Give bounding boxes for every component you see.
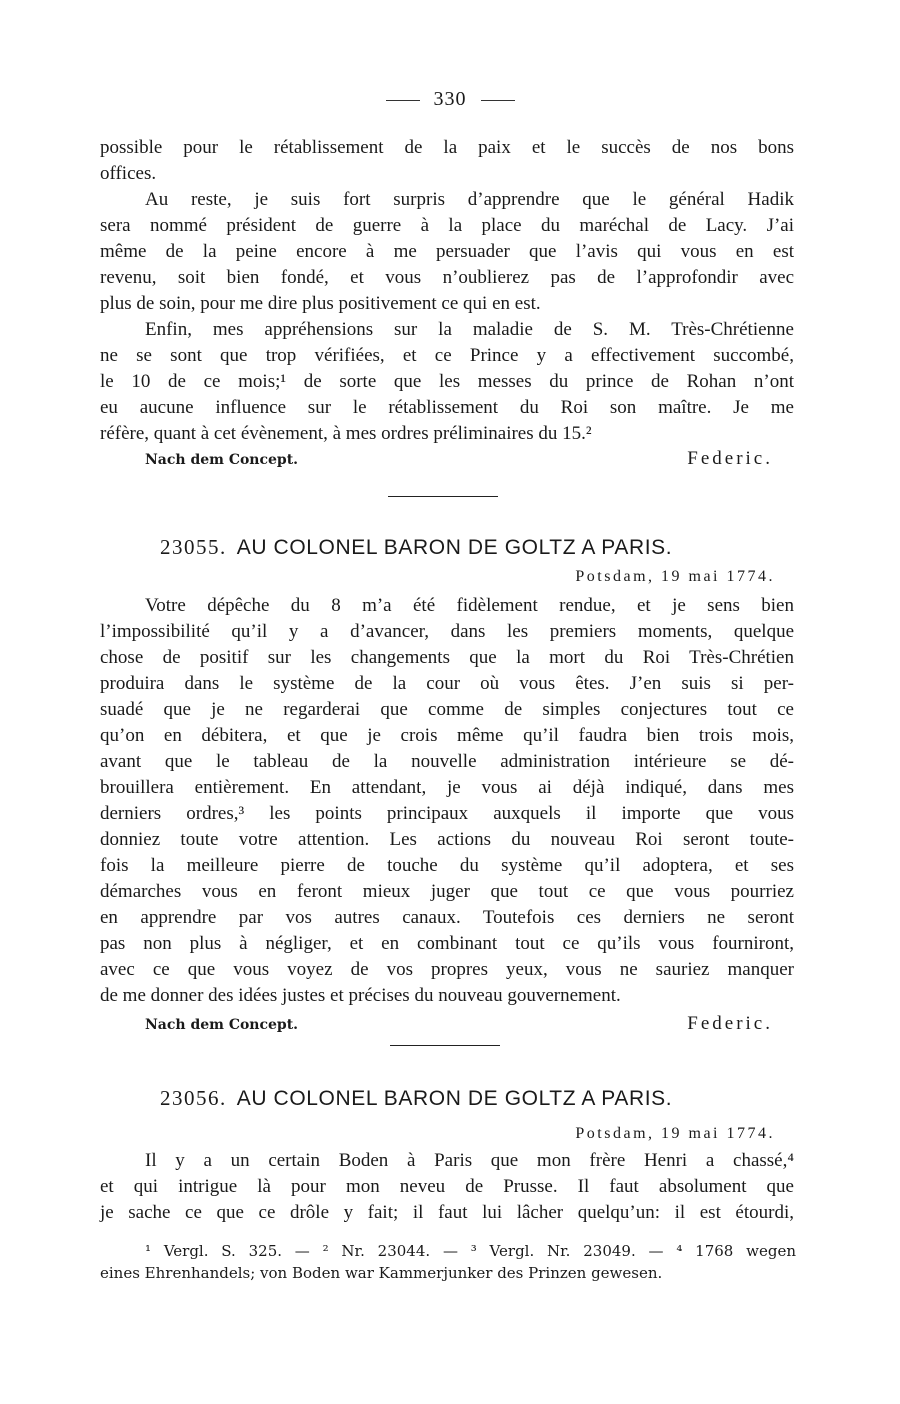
text-line: pas non plus à négliger, et en combinant tout ce qu’ils vous fourniront,	[100, 933, 794, 954]
signature-row	[145, 1013, 773, 1037]
page-header	[0, 88, 900, 111]
text-line: sera nommé président de guerre à la place du maréchal de Lacy. J’ai	[100, 215, 794, 236]
letter-dateline: Potsdam, 19 mai 1774.	[575, 568, 775, 585]
text-line: suadé que je ne regarderai que comme de simples conjectures tout ce	[100, 699, 794, 720]
text-line: eu aucune influence sur le rétablissement du Roi son maître. Je me	[100, 397, 794, 418]
text-line: produira dans le système de la cour où vous êtes. J’en suis si per-	[100, 673, 794, 694]
letter-heading	[160, 535, 800, 560]
text-line: chose de positif sur les changements que la mort du Roi Très-Chrétien	[100, 647, 794, 668]
letter-body	[100, 593, 794, 1009]
letter-title: AU COLONEL BARON DE GOLTZ A PARIS.	[236, 1087, 673, 1110]
text-line: revenu, soit bien fondé, et vous n’oublierez pas de l’approfondir avec	[100, 267, 794, 288]
text-line: brouillera entièrement. En attendant, je vous ai déjà indiqué, dans mes	[100, 777, 794, 798]
section-divider	[388, 496, 498, 497]
footnote-line: ¹ Vergl. S. 325. — ² Nr. 23044. — ³ Vergl. Nr. 23049. — ⁴ 1768 wegen	[145, 1242, 796, 1260]
text-line: réfère, quant à cet évènement, à mes ordres préliminaires du 15.²	[100, 423, 592, 444]
text-line: même de la peine encore à me persuader que l’avis qui vous en est	[100, 241, 794, 262]
text-line: fois la meilleure pierre de touche du système qu’il adoptera, et ses	[100, 855, 794, 876]
signature: Federic.	[687, 448, 773, 469]
text-line: plus de soin, pour me dire plus positivement ce qui en est.	[100, 293, 541, 314]
letter-number: 23055.	[160, 535, 227, 559]
footnote-line: eines Ehrenhandels; von Boden war Kammerjunker des Prinzen gewesen.	[100, 1264, 663, 1282]
signature-row	[145, 448, 773, 472]
text-line: possible pour le rétablissement de la paix et le succès de nos bons	[100, 137, 794, 158]
text-line: offices.	[100, 163, 157, 184]
text-line: Votre dépêche du 8 m’a été fidèlement rendue, et je sens bien	[145, 595, 794, 616]
letter-dateline: Potsdam, 19 mai 1774.	[575, 1125, 775, 1142]
text-line: en apprendre par vos autres canaux. Toutefois ces derniers ne seront	[100, 907, 794, 928]
text-line: qu’on en débitera, et que je crois même qu’il faudra bien trois mois,	[100, 725, 794, 746]
text-line: démarches vous en feront mieux juger que tout ce que vous pourriez	[100, 881, 794, 902]
text-line: le 10 de ce mois;¹ de sorte que les messes du prince de Rohan n’ont	[100, 371, 794, 392]
header-dash-left	[386, 100, 420, 101]
source-note: Nach dem Concept.	[145, 452, 299, 468]
page-number: 330	[433, 88, 467, 110]
text-line: Au reste, je suis fort surpris d’apprendre que le général Hadik	[145, 189, 794, 210]
text-line: ne se sont que trop vérifiées, et ce Prince y a effectivement succombé,	[100, 345, 794, 366]
text-line: Enfin, mes appréhensions sur la maladie de S. M. Très-Chrétienne	[145, 319, 794, 340]
signature: Federic.	[687, 1013, 773, 1034]
section-divider	[390, 1045, 500, 1046]
text-line: avec ce que vous voyez de vos propres yeux, vous ne sauriez manquer	[100, 959, 794, 980]
letter-body	[100, 1148, 794, 1226]
source-note: Nach dem Concept.	[145, 1017, 299, 1033]
text-line: l’impossibilité qu’il y a d’avancer, dans les premiers moments, quelque	[100, 621, 794, 642]
text-line: et qui intrigue là pour mon neveu de Prusse. Il faut absolument que	[100, 1176, 794, 1197]
letter-heading	[160, 1086, 800, 1111]
text-line: avant que le tableau de la nouvelle administration intérieure se dé-	[100, 751, 794, 772]
text-line: derniers ordres,³ les points principaux auxquels il importe que vous	[100, 803, 794, 824]
footnotes	[100, 1240, 796, 1284]
text-line: Il y a un certain Boden à Paris que mon frère Henri a chassé,⁴	[145, 1150, 794, 1171]
header-dash-right	[481, 100, 515, 101]
letter-continuation-body	[100, 135, 794, 447]
letter-number: 23056.	[160, 1086, 227, 1110]
text-line: je sache ce que ce drôle y fait; il faut lui lâcher quelqu’un: il est étourdi,	[100, 1202, 794, 1223]
text-line: donniez toute votre attention. Les actions du nouveau Roi seront toute-	[100, 829, 794, 850]
text-line: de me donner des idées justes et précises du nouveau gouvernement.	[100, 985, 621, 1006]
letter-title: AU COLONEL BARON DE GOLTZ A PARIS.	[236, 536, 673, 559]
